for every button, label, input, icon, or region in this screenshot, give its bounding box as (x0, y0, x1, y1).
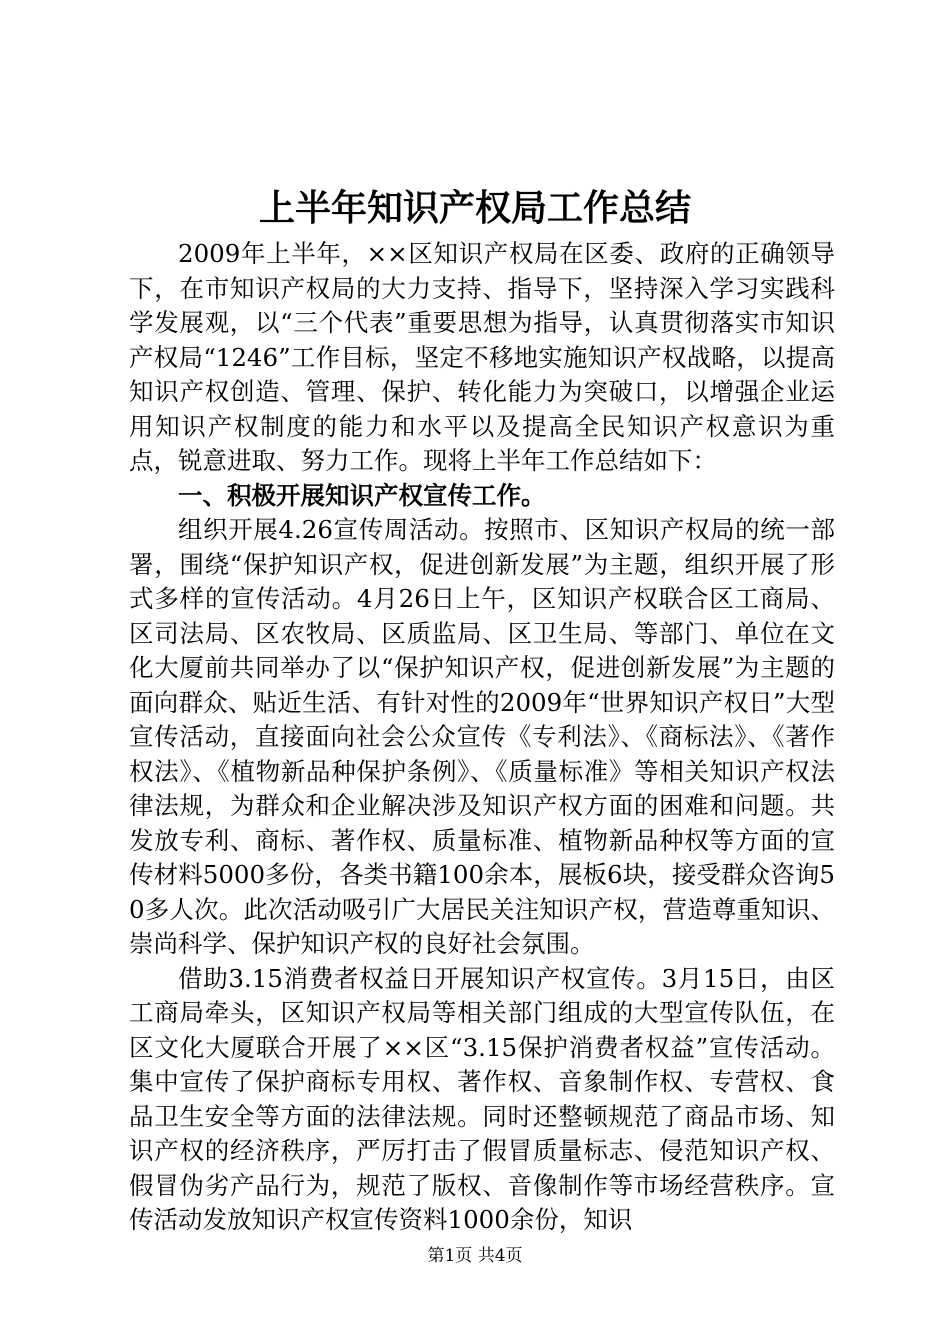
body-paragraph: 组织开展4.26宣传周活动。按照市、区知识产权局的统一部署，围绕“保护知识产权，促进创新发展”为主题，组织开展了形式多样的宣传活动。4月26日上午，区知识产权联合区工商局、区司法局、区农牧局、区质监局、区卫生局、等部门、单位在文化大厦前共同举办了以“保护知识产权，促进创新发展”为主题的面向群众、贴近生活、有针对性的2009年“世界知识产权日”大型宣传活动，直接面向社会公众宣传《专利法》、《商标法》、《著作权法》、《植物新品种保护条例》、《质量标准》等相关知识产权法律法规，为群众和企业解决涉及知识产权方面的困难和问题。共发放专利、商标、著作权、质量标准、植物新品种权等方面的宣传材料5000多份，各类书籍100余本，展板6块，接受群众咨询50多人次。此次活动吸引广大居民关注知识产权，营造尊重知识、崇尚科学、保护知识产权的良好社会氛围。 (129, 515, 835, 958)
page-footer: 第1页 共4页 (427, 1246, 523, 1266)
document-title: 上半年知识产权局工作总结 (258, 187, 691, 229)
body-paragraph: 借助3.15消费者权益日开展知识产权宣传。3月15日，由区工商局牵头，区知识产权局等相关部门组成的大型宣传队伍，在区文化大厦联合开展了××区“3.15保护消费者权益”宣传活动。集中宣传了保护商标专用权、著作权、音象制作权、专营权、食品卫生安全等方面的法律法规。同时还整顿规范了商品市场、知识产权的经济秩序，严厉打击了假冒质量标志、侵范知识产权、假冒伪劣产品行为，规范了版权、音像制作等市场经营秩序。宣传活动发放知识产权宣传资料1000余份，知识 (129, 963, 835, 1234)
intro-paragraph: 2009年上半年，××区知识产权局在区委、政府的正确领导下，在市知识产权局的大力支持、指导下，坚持深入学习实践科学发展观，以“三个代表”重要思想为指导，认真贯彻落实市知识产权局“1246”工作目标，坚定不移地实施知识产权战略，以提高知识产权创造、管理、保护、转化能力为突破口，以增强企业运用知识产权制度的能力和水平以及提高全民知识产权意识为重点，锐意进取、努力工作。现将上半年工作总结如下： (129, 239, 835, 475)
document-body (129, 237, 835, 1238)
section-heading: 一、积极开展知识产权宣传工作。 (178, 480, 546, 510)
